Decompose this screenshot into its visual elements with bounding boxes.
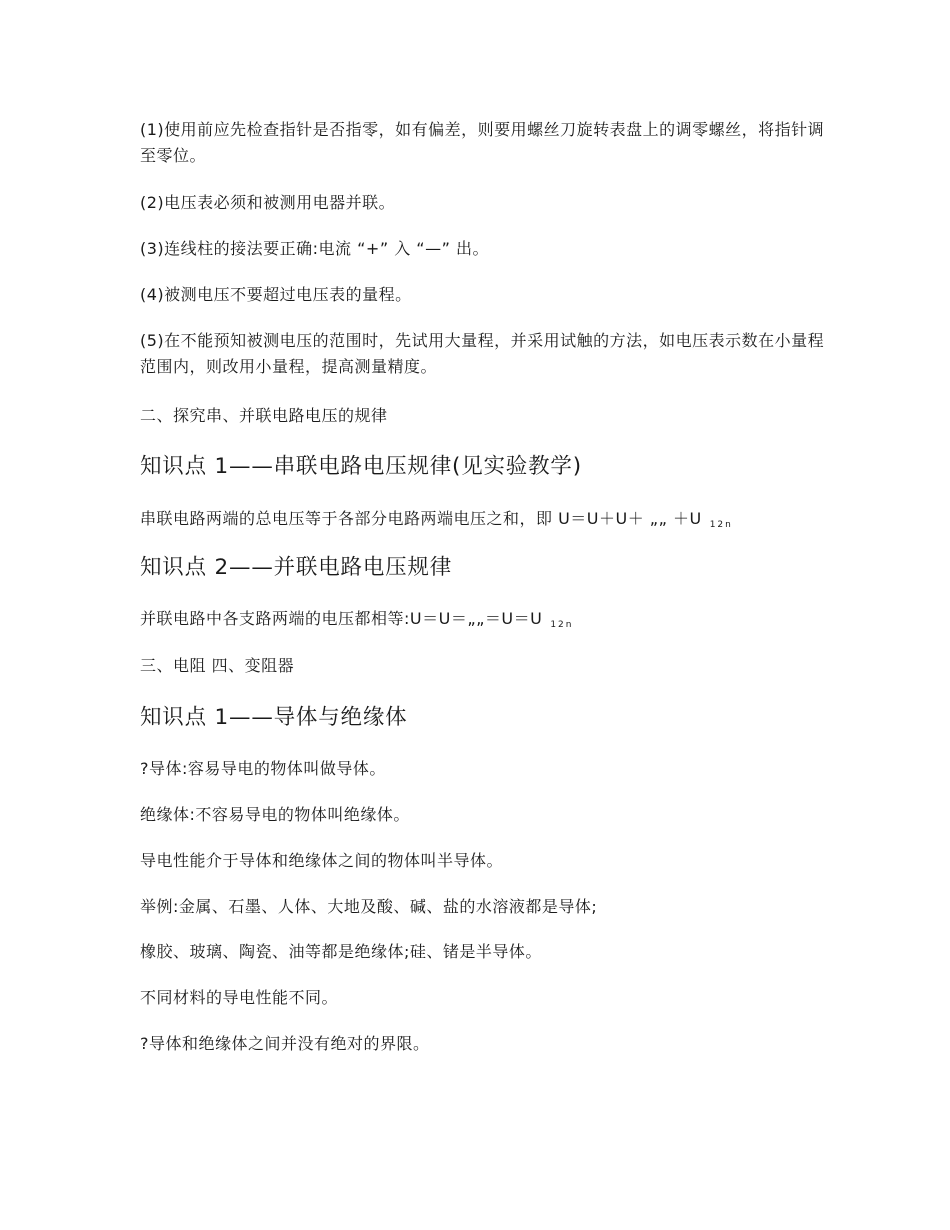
paragraph-material-difference: 不同材料的导电性能不同。: [140, 988, 339, 1007]
parallel-formula-subscript: 12n: [550, 620, 574, 630]
paragraph-series-formula: [140, 506, 840, 538]
paragraph-semiconductor-definition: 导电性能介于导体和绝缘体之间的物体叫半导体。: [140, 851, 504, 870]
section-heading-voltage-rules: 二、探究串、并联电路电压的规律: [140, 406, 388, 425]
paragraph-insulator-definition: 绝缘体:不容易导电的物体叫绝缘体。: [140, 805, 410, 824]
parallel-formula-text: 并联电路中各支路两端的电压都相等:U＝U＝„„＝U＝U: [140, 609, 543, 628]
paragraph-trial-touch: (5)在不能预知被测电压的范围时，先试用大量程，并采用试触的方法，如电压表示数在小量程范围内，则改用小量程，提高测量精度。: [140, 331, 825, 376]
heading-series-voltage: 知识点 1——串联电路电压规律(见实验教学): [140, 454, 582, 479]
paragraph-conductor-definition: ?导体:容易导电的物体叫做导体。: [140, 759, 386, 778]
heading-parallel-voltage: 知识点 2——并联电路电压规律: [140, 555, 453, 580]
paragraph-terminal-connection: (3)连线柱的接法要正确:电流 “+” 入 “—” 出。: [140, 239, 489, 258]
paragraph-parallel-formula: [140, 606, 840, 638]
series-formula-text: 串联电路两端的总电压等于各部分电路两端电压之和，即 U＝U＋U＋ „„ ＋U: [140, 509, 702, 528]
heading-conductor-insulator: 知识点 1——导体与绝缘体: [140, 705, 408, 730]
paragraph-parallel-connection: (2)电压表必须和被测用电器并联。: [140, 193, 396, 212]
series-formula-subscript: 12n: [709, 520, 733, 530]
paragraph-conductor-examples: 举例:金属、石墨、人体、大地及酸、碱、盐的水溶液都是导体;: [140, 897, 598, 916]
paragraph-zero-check: (1)使用前应先检查指针是否指零，如有偏差，则要用螺丝刀旋转表盘上的调零螺丝，将指针调至零位。: [140, 120, 825, 165]
section-heading-resistance: 三、电阻 四、变阻器: [140, 656, 295, 675]
paragraph-no-absolute-boundary: ?导体和绝缘体之间并没有绝对的界限。: [140, 1034, 430, 1053]
paragraph-range-limit: (4)被测电压不要超过电压表的量程。: [140, 285, 412, 304]
paragraph-insulator-examples: 橡胶、玻璃、陶瓷、油等都是绝缘体;硅、锗是半导体。: [140, 942, 542, 961]
